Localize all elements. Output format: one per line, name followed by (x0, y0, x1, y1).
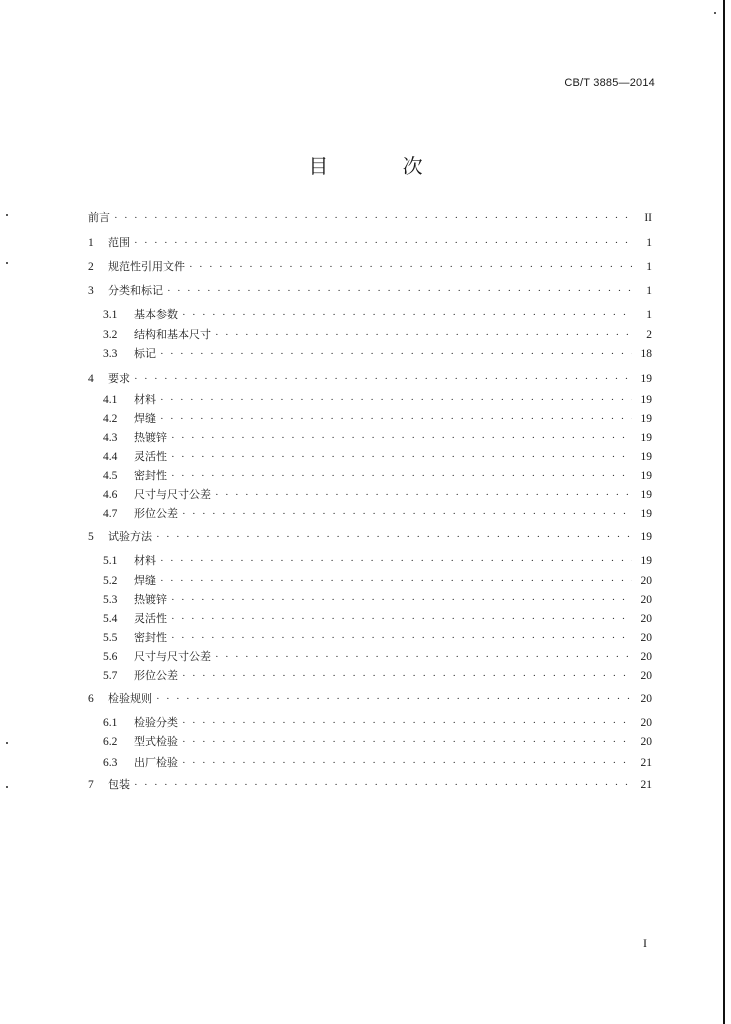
standard-code: CB/T 3885—2014 (564, 77, 655, 89)
toc-entry-label: 结构和基本尺寸 (134, 328, 211, 341)
scan-speck (714, 12, 716, 14)
toc-dot-leader (134, 777, 632, 793)
toc-entry-page: 21 (640, 779, 652, 791)
toc-entry-page: 19 (640, 489, 652, 501)
toc-entry-number: 1 (88, 237, 94, 249)
toc-entry[interactable] (103, 715, 652, 731)
toc-entry[interactable] (103, 649, 652, 665)
toc-entry-label: 材料 (134, 393, 156, 406)
toc-entry-number: 6.3 (103, 757, 118, 769)
toc-dot-leader (215, 649, 632, 665)
toc-entry-page: 20 (640, 632, 652, 644)
toc-entry-number: 3.1 (103, 309, 118, 321)
toc-dot-leader (171, 592, 632, 608)
toc-entry-page: 20 (640, 594, 652, 606)
toc-entry-label: 密封性 (134, 469, 167, 482)
toc-entry-number: 4.7 (103, 508, 118, 520)
toc-entry-page: 19 (640, 413, 652, 425)
toc-entry[interactable] (103, 346, 652, 362)
toc-dot-leader (182, 506, 632, 522)
toc-dot-leader (160, 553, 632, 569)
toc-entry-label: 形位公差 (134, 669, 178, 682)
toc-entry-page: 19 (640, 531, 652, 543)
toc-entry-number: 6 (88, 693, 94, 705)
toc-entry-label: 形位公差 (134, 507, 178, 520)
toc-entry-number: 4.1 (103, 394, 118, 406)
toc-entry-page: 1 (646, 309, 652, 321)
toc-entry-number: 2 (88, 261, 94, 273)
toc-dot-leader (182, 734, 632, 750)
toc-entry[interactable] (103, 449, 652, 465)
toc-dot-leader (156, 691, 632, 707)
toc-entry-page: 20 (640, 651, 652, 663)
toc-entry-label: 密封性 (134, 631, 167, 644)
toc-entry-number: 5.1 (103, 555, 118, 567)
toc-entry[interactable] (103, 611, 652, 627)
toc-entry-label: 焊缝 (134, 574, 156, 587)
toc-dot-leader (160, 392, 632, 408)
toc-entry-number: 6.2 (103, 736, 118, 748)
toc-entry-label: 尺寸与尺寸公差 (134, 650, 211, 663)
toc-entry-page: 19 (640, 451, 652, 463)
toc-entry-number: 6.1 (103, 717, 118, 729)
toc-entry-page: 1 (646, 261, 652, 273)
toc-dot-leader (160, 411, 632, 427)
toc-entry-page: 19 (640, 470, 652, 482)
scan-speck (6, 214, 8, 216)
toc-entry-page: 20 (640, 717, 652, 729)
toc-entry[interactable] (88, 777, 652, 793)
toc-entry[interactable] (103, 468, 652, 484)
toc-entry-number: 4.3 (103, 432, 118, 444)
toc-entry[interactable] (103, 573, 652, 589)
toc-entry-number: 4 (88, 373, 94, 385)
toc-entry-number: 3.3 (103, 348, 118, 360)
toc-entry-label: 规范性引用文件 (108, 260, 185, 273)
toc-entry-number: 5.2 (103, 575, 118, 587)
toc-entry-label: 范围 (108, 236, 130, 249)
toc-entry-label: 前言 (88, 211, 110, 224)
toc-entry-page: 20 (640, 575, 652, 587)
toc-entry-label: 出厂检验 (134, 756, 178, 769)
toc-entry-page: 19 (640, 432, 652, 444)
toc-entry-label: 分类和标记 (108, 284, 163, 297)
toc-entry-number: 5.3 (103, 594, 118, 606)
toc-entry-label: 标记 (134, 347, 156, 360)
toc-entry-page: 19 (640, 394, 652, 406)
toc-entry-label: 热镀锌 (134, 431, 167, 444)
toc-entry-number: 5.7 (103, 670, 118, 682)
toc-entry-number: 4.5 (103, 470, 118, 482)
toc-entry[interactable] (103, 327, 652, 343)
toc-entry-label: 检验分类 (134, 716, 178, 729)
toc-entry-page: 20 (640, 693, 652, 705)
toc-entry[interactable] (103, 592, 652, 608)
toc-entry-page: 21 (640, 757, 652, 769)
toc-dot-leader (171, 630, 632, 646)
toc-entry-label: 热镀锌 (134, 593, 167, 606)
toc-dot-leader (182, 755, 632, 771)
toc-dot-leader (160, 346, 632, 362)
toc-entry-number: 7 (88, 779, 94, 791)
toc-dot-leader (156, 529, 632, 545)
toc-entry[interactable] (103, 755, 652, 771)
toc-entry-label: 试验方法 (108, 530, 152, 543)
toc-entry-page: 20 (640, 613, 652, 625)
toc-entry[interactable] (103, 307, 652, 323)
toc-entry-number: 4.4 (103, 451, 118, 463)
toc-entry[interactable] (103, 630, 652, 646)
toc-entry[interactable] (88, 235, 652, 251)
page-number: I (643, 936, 647, 950)
toc-entry-number: 3.2 (103, 329, 118, 341)
toc-entry-page: 20 (640, 670, 652, 682)
toc-entry[interactable] (88, 283, 652, 299)
toc-entry[interactable] (88, 210, 652, 226)
toc-entry-page: 19 (640, 373, 652, 385)
toc-dot-leader (160, 573, 632, 589)
toc-entry-label: 材料 (134, 554, 156, 567)
toc-entry-label: 尺寸与尺寸公差 (134, 488, 211, 501)
toc-entry-label: 焊缝 (134, 412, 156, 425)
toc-dot-leader (182, 715, 632, 731)
toc-entry-number: 5.4 (103, 613, 118, 625)
toc-dot-leader (182, 307, 632, 323)
toc-entry-page: 18 (640, 348, 652, 360)
toc-entry[interactable] (103, 411, 652, 427)
toc-entry-page: 2 (646, 329, 652, 341)
scan-speck (6, 786, 8, 788)
toc-entry-page: 19 (640, 555, 652, 567)
toc-entry[interactable] (88, 529, 652, 545)
toc-entry[interactable] (103, 430, 652, 446)
toc-dot-leader (171, 430, 632, 446)
toc-entry-label: 灵活性 (134, 612, 167, 625)
toc-entry-page: 1 (646, 237, 652, 249)
toc-dot-leader (189, 259, 632, 275)
toc-entry-number: 4.2 (103, 413, 118, 425)
scan-speck (6, 262, 8, 264)
toc-entry-label: 包装 (108, 778, 130, 791)
toc-dot-leader (134, 371, 632, 387)
toc-dot-leader (134, 235, 632, 251)
toc-entry-page: II (644, 212, 652, 224)
toc-entry[interactable] (103, 506, 652, 522)
toc-entry-label: 型式检验 (134, 735, 178, 748)
toc-dot-leader (182, 668, 632, 684)
toc-entry[interactable] (103, 487, 652, 503)
toc-entry[interactable] (103, 392, 652, 408)
toc-entry-label: 要求 (108, 372, 130, 385)
toc-dot-leader (171, 449, 632, 465)
toc-entry-number: 5.6 (103, 651, 118, 663)
toc-dot-leader (171, 611, 632, 627)
toc-entry[interactable] (103, 668, 652, 684)
toc-entry-number: 5 (88, 531, 94, 543)
toc-entry-number: 3 (88, 285, 94, 297)
toc-dot-leader (167, 283, 632, 299)
toc-dot-leader (215, 487, 632, 503)
toc-entry[interactable] (103, 553, 652, 569)
toc-dot-leader (114, 210, 632, 226)
toc-entry-page: 1 (646, 285, 652, 297)
toc-entry[interactable] (88, 691, 652, 707)
scan-speck (6, 742, 8, 744)
page-title: 目 次 (308, 154, 457, 178)
toc-dot-leader (215, 327, 632, 343)
toc-entry-label: 灵活性 (134, 450, 167, 463)
toc-entry[interactable] (88, 259, 652, 275)
toc-entry-number: 5.5 (103, 632, 118, 644)
toc-entry[interactable] (103, 734, 652, 750)
toc-entry[interactable] (88, 371, 652, 387)
toc-dot-leader (171, 468, 632, 484)
toc-entry-label: 检验规则 (108, 692, 152, 705)
toc-entry-page: 19 (640, 508, 652, 520)
toc-entry-label: 基本参数 (134, 308, 178, 321)
toc-entry-number: 4.6 (103, 489, 118, 501)
toc-entry-page: 20 (640, 736, 652, 748)
